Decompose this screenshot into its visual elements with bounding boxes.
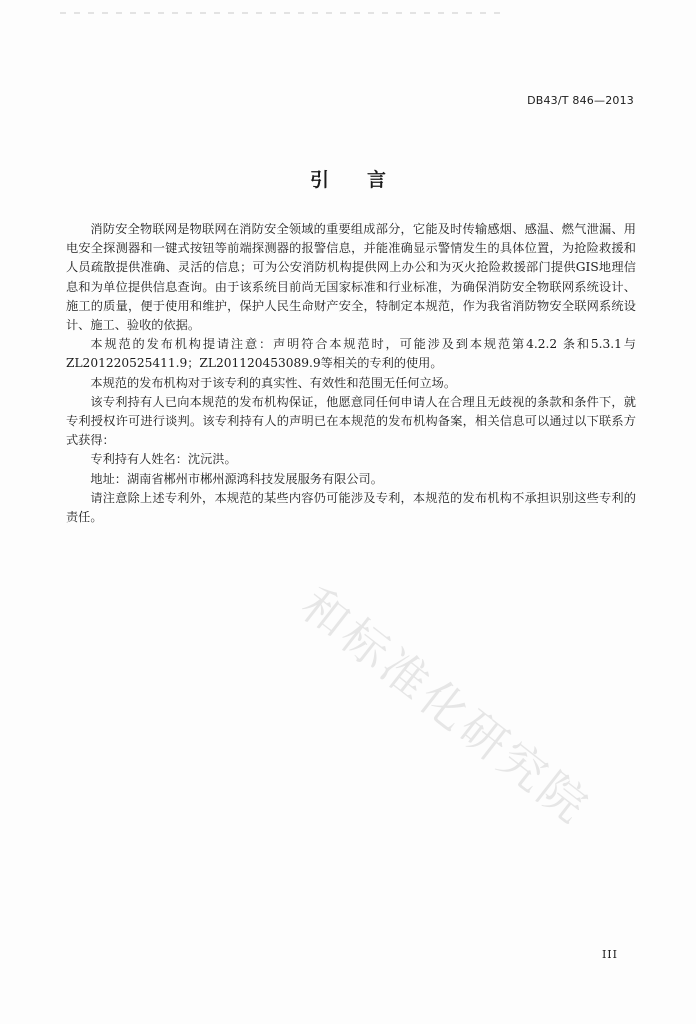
section-title: 引言 [309,169,424,191]
paragraph: 该专利持有人已向本规范的发布机构保证，他愿意同任何申请人在合理且无歧视的条款和条件下，就专利授权许可进行谈判。该专利持有人的声明已在本规范的发布机构备案，相关信息可以通过以下联系方式获得： [66,394,636,448]
paragraph: 本规范的发布机构提请注意：声明符合本规范时，可能涉及到本规范第4.2.2 条和5.3.1与ZL201220525411.9；ZL201120453089.9等相关的专利的使用。 [66,337,636,371]
paragraph: 专利持有人姓名：沈沅洪。 [90,452,237,467]
watermark: 和标准化研究院 [291,577,601,836]
paragraph: 本规范的发布机构对于该专利的真实性、有效性和范围无任何立场。 [90,375,457,390]
scan-edge-artifact [60,12,500,14]
paragraph: 消防安全物联网是物联网在消防安全领域的重要组成部分，它能及时传输感烟、感温、燃气泄漏、用电安全探测器和一键式按钮等前端探测器的报警信息，并能准确显示警情发生的具体位置，为抢险救援和人员疏散提供准确、灵活的信息；可为公安消防机构提供网上办公和为灭火抢险救援部门提供GIS地理信息和为单位提供信息查询。由于该系统目前尚无国家标准和行业标准，为确保消防安全物联网系统设计、施工的质量，便于使用和维护，保护人民生命财产安全，特制定本规范，作为我省消防物安全联网系统设计、施工、验收的依据。 [66,222,636,333]
paragraph: 请注意除上述专利外，本规范的某些内容仍可能涉及专利，本规范的发布机构不承担识别这些专利的责任。 [66,490,636,525]
document-code: DB43/T 846—2013 [527,94,634,107]
body-text [66,220,636,527]
paragraph: 地址：湖南省郴州市郴州源鸿科技发展服务有限公司。 [90,471,383,486]
page-number: III [601,948,618,961]
